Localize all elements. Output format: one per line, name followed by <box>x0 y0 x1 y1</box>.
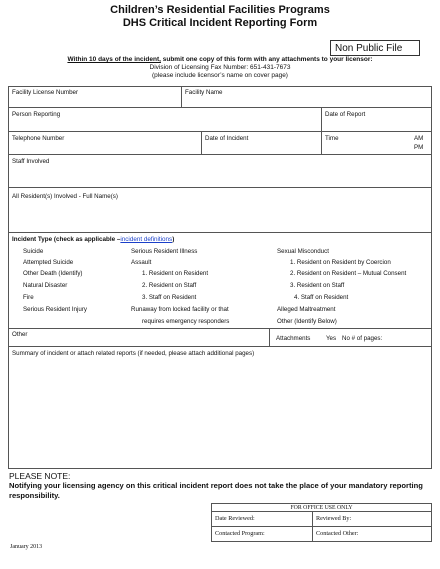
incident-runaway[interactable]: Runaway from locked facility or that <box>131 306 229 313</box>
date-reviewed-label: Date Reviewed: <box>215 515 255 522</box>
date-of-incident-label: Date of Incident <box>205 135 249 142</box>
contacted-other-field[interactable] <box>312 526 432 542</box>
time-field[interactable] <box>321 131 432 155</box>
incident-alleged-maltreatment[interactable]: Alleged Maltreatment <box>277 306 336 313</box>
other-label: Other <box>12 331 28 338</box>
facility-license-label: Facility License Number <box>12 89 79 96</box>
incident-type-section <box>8 232 432 329</box>
instructions-cover-page: (please include licensor’s name on cover page) <box>152 72 288 79</box>
sexual-resident-on-staff[interactable]: 3. Resident on Staff <box>290 282 345 289</box>
staff-involved-label: Staff Involved <box>12 158 50 165</box>
staff-involved-field[interactable] <box>8 154 432 188</box>
time-label: Time <box>325 135 339 142</box>
contacted-program-label: Contacted Program: <box>215 530 265 537</box>
sexual-staff-on-resident[interactable]: 4. Staff on Resident <box>294 294 349 301</box>
telephone-field[interactable] <box>8 131 202 155</box>
reviewed-by-field[interactable] <box>312 511 432 527</box>
summary-field[interactable] <box>8 346 432 469</box>
telephone-label: Telephone Number <box>12 135 65 142</box>
incident-sexual-misconduct[interactable]: Sexual Misconduct <box>277 248 329 255</box>
incident-other-identify[interactable]: Other (Identify Below) <box>277 318 337 325</box>
assault-staff-on-resident[interactable]: 3. Staff on Resident <box>142 294 197 301</box>
residents-involved-field[interactable] <box>8 187 432 233</box>
assault-resident-on-staff[interactable]: 2. Resident on Staff <box>142 282 197 289</box>
other-field[interactable] <box>8 328 270 347</box>
incident-suicide[interactable]: Suicide <box>23 248 44 255</box>
form-title-line2: DHS Critical Incident Reporting Form <box>122 17 318 29</box>
office-use-header: FOR OFFICE USE ONLY <box>211 503 432 512</box>
person-reporting-label: Person Reporting <box>12 111 61 118</box>
non-public-file-box: Non Public File <box>330 40 420 56</box>
incident-other-death[interactable]: Other Death (Identify) <box>23 270 83 277</box>
incident-runaway-cont: requires emergency responders <box>142 318 230 325</box>
instructions-line1 <box>0 56 440 64</box>
attachments-label: Attachments <box>276 335 311 342</box>
instructions-deadline: Within 10 days of the incident, <box>67 56 161 63</box>
am-label[interactable]: AM <box>414 135 424 142</box>
instructions-fax: Division of Licensing Fax Number: 651-431-7673 <box>149 64 291 71</box>
facility-license-field[interactable] <box>8 86 182 108</box>
person-reporting-field[interactable] <box>8 107 322 132</box>
incident-definitions-link[interactable]: incident definitions <box>120 236 173 243</box>
instructions-submit: submit one copy of this form with any attachments to your licensor: <box>160 56 373 63</box>
attachments-no-pages[interactable]: No # of pages: <box>342 335 383 342</box>
incident-serious-injury[interactable]: Serious Resident Injury <box>23 306 87 313</box>
please-note-heading: PLEASE NOTE: <box>9 471 71 481</box>
facility-name-label: Facility Name <box>185 89 223 96</box>
date-of-incident-field[interactable] <box>201 131 322 155</box>
residents-involved-label: All Resident(s) Involved - Full Name(s) <box>12 193 118 200</box>
date-of-report-field[interactable] <box>321 107 432 132</box>
sexual-mutual-consent[interactable]: 2. Resident on Resident – Mutual Consent <box>290 270 407 277</box>
attachments-yes[interactable]: Yes <box>326 335 337 342</box>
contacted-program-field[interactable] <box>211 526 313 542</box>
incident-natural-disaster[interactable]: Natural Disaster <box>23 282 68 289</box>
date-of-report-label: Date of Report <box>325 111 366 118</box>
reviewed-by-label: Reviewed By: <box>316 515 352 522</box>
incident-fire[interactable]: Fire <box>23 294 34 301</box>
facility-name-field[interactable] <box>181 86 432 108</box>
summary-label: Summary of incident or attach related reports (if needed, please attach additional pages) <box>12 350 255 357</box>
pm-label[interactable]: PM <box>414 144 424 151</box>
incident-type-heading: Incident Type (check as applicable –incident definitions) <box>12 236 175 243</box>
incident-assault[interactable]: Assault <box>131 259 152 266</box>
sexual-coercion[interactable]: 1. Resident on Resident by Coercion <box>290 259 391 266</box>
form-title-line1: Children’s Residential Facilities Programs <box>110 4 330 16</box>
incident-serious-illness[interactable]: Serious Resident Illness <box>131 248 198 255</box>
assault-resident-on-resident[interactable]: 1. Resident on Resident <box>142 270 209 277</box>
contacted-other-label: Contacted Other: <box>316 530 359 537</box>
attachments-field <box>269 328 432 347</box>
date-reviewed-field[interactable] <box>211 511 313 527</box>
footer-date: January 2013 <box>10 544 43 550</box>
incident-attempted-suicide[interactable]: Attempted Suicide <box>23 259 74 266</box>
please-note-body: Notifying your licensing agency on this critical incident report does not take the place of your mandatory reporting responsibility. <box>9 481 423 500</box>
